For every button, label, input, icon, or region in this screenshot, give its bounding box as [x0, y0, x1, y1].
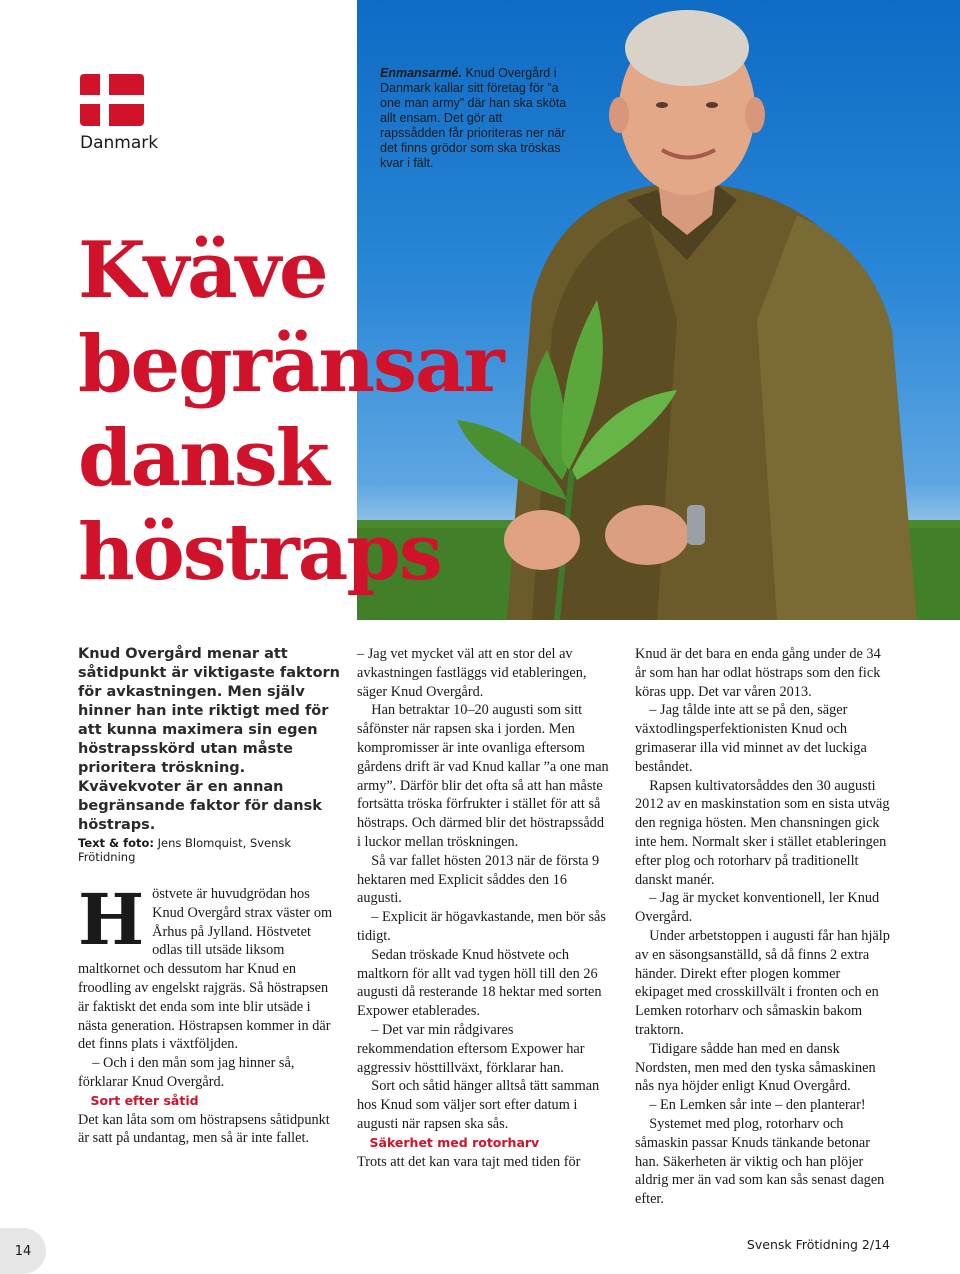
drop-cap: H	[78, 878, 145, 961]
paragraph: Så var fallet hösten 2013 när de första 9 hektaren med Explicit såddes den 16 augusti.	[357, 852, 600, 907]
paragraph: Rapsen kultivatorsåddes den 30 augusti 2012 av en maskinstation som en sista utväg den regniga hösten. Men chansningen gick inte hem. Normalt sker i stället etableringen efter plog och rotorharv på traditionellt danskt manér.	[635, 777, 890, 888]
byline-name: Jens Blomquist, Svensk Frötidning	[78, 836, 292, 864]
headline-line: dansk	[78, 413, 328, 504]
paragraph: – En Lemken sår inte – den planterar!	[649, 1097, 866, 1114]
caption-text: Knud Overgård i Danmark kallar sitt företag för ”a one man army” där han ska sköta allt ensam. Det gör att rapssådden får prioriteras ner när det finns grödor som ska tröskas kvar i fält.	[380, 66, 567, 170]
paragraph: Han betraktar 10–20 augusti som sitt såfönster när rapsen ska i jorden. Men kompromisser är inte ovanliga eftersom gårdens drift är vad Knud kallar ”a one man army”. Därför blir det ofta så att han måste fortsätta tröska förfrukter i stället för att så höstraps. Och därmed blir det höstrapssådd i luckor mellan tröskningen.	[357, 702, 609, 850]
byline-label: Text & foto:	[78, 836, 154, 850]
photo-caption	[380, 66, 570, 171]
headline-line: begränsar	[78, 319, 503, 410]
subheading: Sort efter såtid	[90, 1092, 199, 1108]
paragraph: – Jag vet mycket väl att en stor del av avkastningen fastläggs vid etableringen, säger Knud Overgård.	[357, 646, 587, 700]
headline-line: Kväve	[78, 225, 327, 316]
paragraph: Tidigare sådde han med en dansk Nordsten, men med den tyska såmaskinen nås nya höjder enligt Knud Overgård.	[635, 1040, 876, 1095]
article-column-1	[78, 878, 333, 1148]
paragraph: – Det var min rådgivares rekommendation eftersom Expower har aggressiv hösttillväxt, förklarar han.	[357, 1021, 585, 1076]
article-column-3	[635, 645, 890, 1209]
paragraph: – Explicit är högavkastande, men bör sås tidigt.	[357, 909, 606, 944]
paragraph: Höstvete är huvudgrödan hos Knud Overgård strax väster om Århus på Jylland. Höstvetet odlas till utsäde liksom maltkornet och dessutom har Knud en froodling av engelskt rajgräs. Så höstrapsen är faktiskt det enda som inte blir utsäde i nästa generation. Höstrapsen kommer in där det finns plats i växtföljden.	[78, 878, 333, 1053]
danish-flag-icon	[80, 74, 144, 126]
paragraph: Knud är det bara en enda gång under de 34 år som han har odlat höstraps som den fick köras upp. Det var våren 2013.	[635, 646, 881, 700]
paragraph: – Jag tålde inte att se på den, säger växtodlingsperfektionisten Knud och grimaserar illa vid minnet av det luckiga beståndet.	[635, 702, 867, 775]
paragraph: Systemet med plog, rotorharv och såmaskin passar Knuds tänkande betonar han. Säkerheten är viktig och han plöjer aldrig mer än vad som kan sås senast dagen efter.	[635, 1115, 885, 1208]
paragraph: – Jag är mycket konventionell, ler Knud Overgård.	[635, 890, 880, 926]
page-number: 14	[0, 1228, 46, 1274]
paragraph: – Och i den mån som jag hinner så, förklarar Knud Overgård.	[78, 1055, 295, 1090]
paragraph: Trots att det kan vara tajt med tiden för	[357, 1153, 581, 1170]
headline-line: höstraps	[78, 507, 441, 598]
paragraph: Det kan låta som om höstrapsens såtidpunkt är satt på undantag, men så är inte fallet.	[78, 1111, 330, 1147]
headline	[78, 224, 598, 600]
paragraph: Under arbetstoppen i augusti får han hjälp av en säsongsanställd, så då finns 2 extra händer. Direkt efter plogen kommer ekipaget med crosskillvält i fronten och en Lemken rotorharv och såmaskin bakom traktorn.	[635, 927, 890, 1038]
caption-lead: Enmansarmé.	[380, 66, 462, 80]
byline	[78, 836, 348, 864]
magazine-issue: Svensk Frötidning 2/14	[746, 1237, 890, 1252]
subheading: Säkerhet med rotorharv	[369, 1134, 540, 1150]
article-column-2	[357, 645, 609, 1171]
section-country: Danmark	[80, 133, 159, 153]
intro-text: Knud Overgård menar att såtidpunkt är viktigaste faktorn för avkastningen. Men själv hinner han inte riktigt med för att kunna maximera sin egen höstrapsskörd utan måste prioritera tröskning. Kvävekvoter är en annan begränsande faktor för dansk höstraps.	[78, 646, 341, 833]
paragraph: Sedan tröskade Knud höstvete och maltkorn för allt vad tygen höll till den 26 augusti då resterande 18 hektar med sorten Expower etablerades.	[357, 946, 602, 1020]
paragraph: Sort och såtid hänger alltså tätt samman hos Knud som väljer sort efter datum i augusti när rapsen ska sås.	[357, 1078, 600, 1132]
